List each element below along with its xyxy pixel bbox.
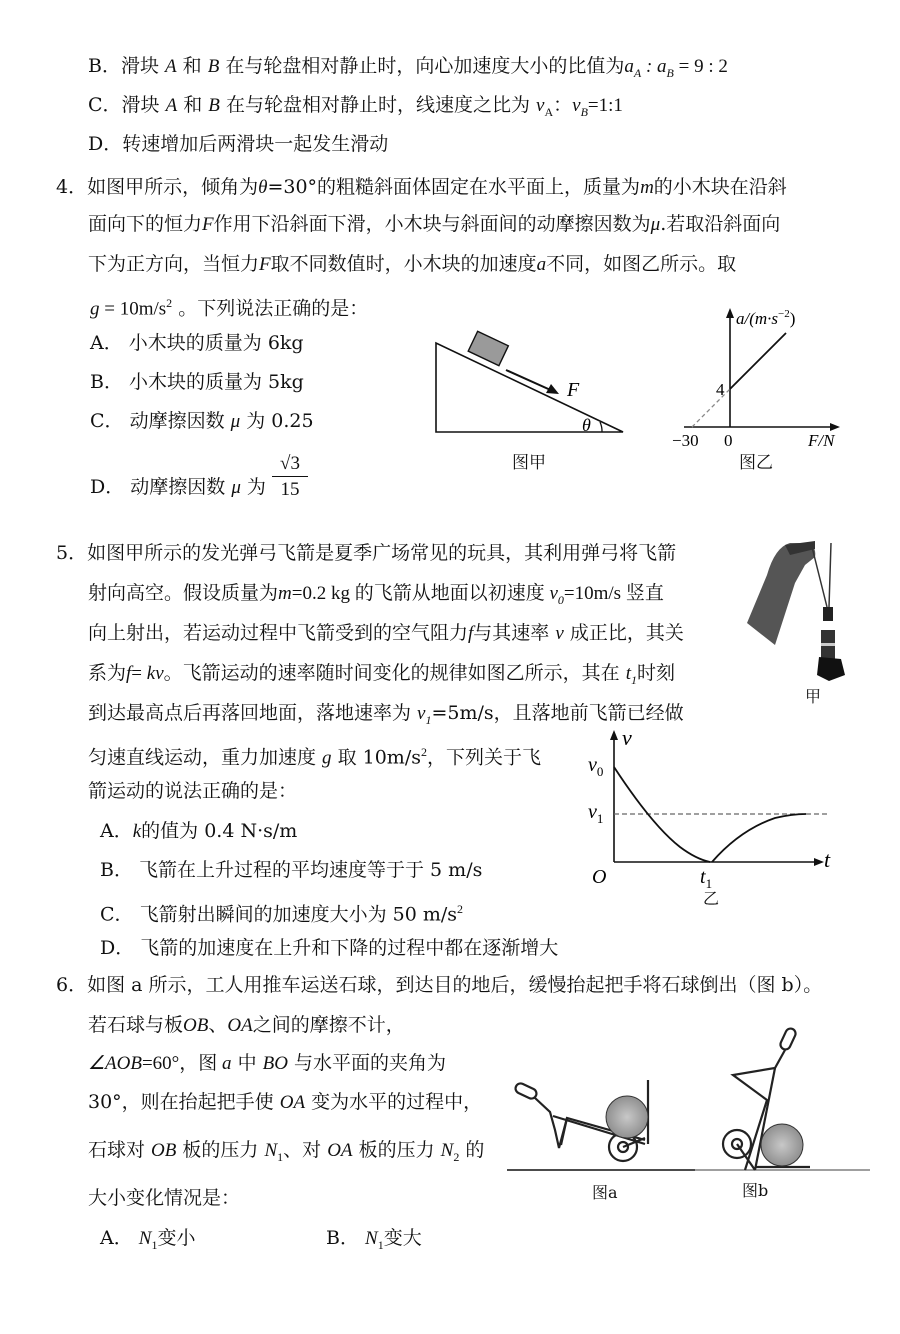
superscript: 2 [166,296,173,310]
text: .若取沿斜面向 [660,213,781,235]
var-b: B [208,95,220,116]
q5-option-b [100,857,482,883]
stone-ball-a [606,1096,648,1138]
y-axis-label [736,308,795,328]
option-label: D． [90,476,125,498]
q4-line-4 [90,290,368,322]
var-m: m [640,177,654,198]
v0-text: v [588,754,597,776]
formula: = 10m/s [99,298,167,320]
text: =0.2 kg 的飞箭从地面以初速度 [291,583,550,604]
angle-arc [600,422,602,432]
x-axis-arrow [830,423,840,431]
var-oa: OA [327,1140,353,1161]
hand-arm [747,543,815,645]
y-axis-arrow [726,308,734,318]
text: =10m/s 竖直 [563,583,664,604]
q5-option-c [100,896,463,927]
q5-figure-slingshot [745,535,855,685]
text: 的小木块在沿斜 [653,176,787,198]
option-label: D． [100,937,135,959]
q6-line-6 [88,1185,240,1211]
v1-text: v [588,801,597,823]
caption-figure-yi: 图乙 [739,453,773,473]
arrow-tail [817,657,845,681]
text: 、对 [283,1139,328,1161]
x-tick-neg30: −30 [672,431,699,446]
q4-line-3 [88,251,736,278]
v1-sub: 1 [596,811,604,826]
text: 。下列说法正确的是： [172,297,369,320]
text: 取 10m/s [331,746,421,769]
text: 中 [231,1052,263,1074]
q6-line-2 [88,1012,405,1039]
var-kv: kv [146,663,164,684]
var-g: g [322,747,332,769]
velocity-curve-fall [712,814,806,862]
text: 如图甲所示的发光弹弓飞箭是夏季广场常见的玩具，其利用弹弓将飞箭 [87,542,677,564]
q5-line-7 [88,778,297,804]
caption-q5-yi: 乙 [703,889,720,908]
text: = [131,663,147,684]
text: 到达最高点后再落回地面，落地速率为 [88,702,418,724]
var-v: v [536,95,545,116]
text: ： [553,94,573,116]
option-label: A． [100,820,133,842]
q6-line-4 [88,1089,482,1116]
var-oa: OA [279,1092,306,1113]
var-theta: θ [258,177,268,198]
text: 时刻 [636,662,675,684]
text: 大小变化情况是： [88,1187,241,1209]
force-label: F [567,379,580,401]
var-bo: BO [262,1053,288,1074]
text: 如图甲所示，倾角为 [87,176,259,198]
subscript: 1 [377,1237,384,1252]
subscript: B [666,65,674,80]
option-label: C． [88,94,122,116]
var-b: B [207,56,220,77]
var-a: a [536,254,547,275]
text: 转速增加后两滑块一起发生滑动 [122,133,389,155]
text: =60°，图 [141,1053,223,1074]
subscript: 1 [277,1149,284,1164]
fraction-sqrt3-over-15 [272,452,308,503]
var-v: v [555,623,564,644]
q5-line-1 [56,540,676,566]
subscript: 0 [557,592,564,607]
q4-option-a [90,330,304,356]
text: 向上射出，若运动过程中飞箭受到的空气阻力 [88,622,469,644]
var-a: a [624,56,634,77]
question-number: 5． [56,542,88,564]
var-a: A [165,56,177,77]
var-ob: OB [151,1140,177,1161]
q4-line-2 [88,211,780,238]
formula: =1:1 [587,95,623,116]
text: 之间的摩擦不计， [252,1014,405,1036]
question-number: 6． [56,974,88,996]
option-text: 飞箭的加速度在上升和下降的过程中都在逐渐增大 [140,937,559,959]
option-text: 变小 [157,1227,196,1249]
var-t: t [625,663,631,684]
var-f: f [126,663,132,684]
subscript: A [633,65,642,80]
q5-line-6 [88,739,541,771]
formula: = 9 : 2 [673,56,728,77]
option-label: D． [88,133,123,155]
option-text: 小木块的质量为 6kg [128,332,304,354]
text: =5m/s，且落地前飞箭已经做 [431,702,684,724]
q4-line-1 [56,174,787,201]
var-angle: ∠AOB [88,1053,142,1074]
text: 板的压力 [352,1139,441,1161]
option-label: B． [326,1227,359,1249]
text: 。飞箭运动的速率随时间变化的规律如图乙所示，其在 [163,662,626,684]
subscript: 1 [425,712,432,727]
text: 如图 a 所示，工人用推车运送石球，到达目的地后，缓慢抬起把手将石球倒出（图 b）。 [87,974,823,996]
text: 面向下的恒力 [88,213,203,235]
t1-text: t [700,866,706,888]
v1-label [588,801,603,826]
text: 匀速直线运动，重力加速度 [88,746,323,769]
text: 在与轮盘相对静止时，向心加速度大小的比值为 [219,55,625,77]
question-number: 4． [56,176,88,198]
var-n: N [138,1228,152,1249]
subscript: B [580,104,588,119]
text: 箭运动的说法正确的是： [88,780,298,802]
q6-line-3 [88,1050,446,1077]
text: 取不同数值时，小木块的加速度 [270,253,537,275]
text: 和 [177,94,209,116]
q4-option-d [90,474,266,501]
option-text: 动摩擦因数 [129,410,231,432]
caption-q5-jia: 甲 [805,687,822,706]
text: 、 [208,1014,228,1036]
text: 若石球与板 [88,1014,184,1036]
superscript: 2 [457,902,464,916]
v0-label [588,754,603,779]
q3-option-d [88,131,388,157]
var-v: v [417,703,426,724]
option-text: 飞箭在上升过程的平均速度等于于 5 m/s [139,859,483,881]
text: 射向高空。假设质量为 [88,582,279,604]
option-label: B． [90,371,123,393]
var-m: m [278,583,292,604]
v-axis-arrow [610,730,618,740]
q6-option-b [326,1225,422,1258]
text: 石球对 [88,1139,152,1161]
q4-figure-graph [660,296,860,446]
q5-line-2 [88,580,664,613]
caption-figure-a: 图a [592,1183,618,1202]
t-axis-arrow [814,858,824,866]
text: ，下列关于飞 [426,746,541,769]
subscript: A [544,104,554,119]
subscript: 2 [453,1149,460,1164]
graph-line [730,333,786,389]
var-a: A [165,95,178,116]
text: 在与轮盘相对静止时，线速度之比为 [219,94,536,116]
v0-sub: 0 [596,764,604,779]
text: 滑块 [121,94,166,116]
q5-line-4 [88,660,675,693]
var-mu: μ [231,477,241,498]
arrow-light-band [821,643,835,646]
fraction-numerator: √3 [272,452,308,477]
option-text: 小木块的质量为 5kg [129,371,304,393]
var-n: N [365,1228,378,1249]
q5-option-d [100,935,558,961]
text: 和 [176,55,208,77]
y-label-exp: −2 [778,308,790,320]
option-label: A． [100,1227,133,1249]
v-axis-label: v [622,725,632,750]
arrow-body [823,607,833,621]
x-tick-0: 0 [724,431,733,446]
q3-option-c [88,92,623,125]
y-label-close: ) [789,309,796,328]
option-text: 为 [240,476,266,498]
var-mu: μ [230,411,241,432]
var-f: f [468,623,474,644]
text: 成正比，其关 [563,622,684,644]
x-axis-label: F/N [808,431,835,446]
angle-label: θ [582,415,591,435]
fraction-denominator: 15 [280,479,300,500]
var-k: k [132,821,142,842]
option-label: B． [88,55,121,77]
var-f: F [259,254,271,275]
var-v: v [549,583,558,604]
subscript: 1 [151,1237,158,1252]
q5-option-a [100,818,297,845]
stone-ball-b [761,1124,803,1166]
option-text: 为 0.25 [240,410,314,432]
option-text: 动摩擦因数 [130,476,232,498]
y-tick-4: 4 [716,380,725,399]
q4-option-b [90,369,304,395]
var-mu: μ [650,214,661,235]
text: 与水平面的夹角为 [287,1052,447,1074]
subscript: 1 [630,672,637,687]
slingshot-band-left [811,543,827,607]
text: 滑块 [120,55,166,77]
formula: : a [641,56,667,77]
q5-line-3 [88,620,684,647]
option-text: 的值为 0.4 N·s/m [141,820,298,842]
option-label: C． [90,410,124,432]
q5-figure-vt-graph [580,725,840,900]
var-f: F [202,214,214,235]
text: 变为水平的过程中， [305,1091,483,1113]
text: 板的压力 [176,1139,265,1161]
caption-figure-jia: 图甲 [512,453,546,473]
caption-figure-b: 图b [742,1181,769,1200]
text: 与其速率 [473,622,556,644]
q4-figure-incline [430,330,630,440]
option-label: B． [100,859,133,881]
var-n: N [440,1140,454,1161]
text: 下为正方向，当恒力 [88,253,260,275]
var-ob: OB [183,1015,209,1036]
text: =30°的粗糙斜面体固定在水平面上，质量为 [267,176,641,198]
text: 的 [459,1139,485,1161]
q6-option-a [100,1225,195,1258]
var-fig: a [222,1053,232,1074]
text: 30°，则在抬起把手使 [88,1091,280,1113]
option-text: 飞箭射出瞬间的加速度大小为 50 m/s [139,903,458,926]
q4-option-c [90,408,314,435]
text: 系为 [88,662,127,684]
incline-triangle [436,343,623,432]
option-label: A． [90,332,123,354]
superscript: 2 [420,745,427,759]
q6-figure-wheelbarrow [505,1020,880,1180]
t1-sub: 1 [705,876,713,891]
origin-label: O [592,866,607,888]
var-n: N [264,1140,278,1161]
y-label-text: a/(m·s [736,309,779,328]
var-v: v [572,95,581,116]
t-axis-label: t [824,847,831,872]
option-label: C． [100,903,134,926]
text: 作用下沿斜面下滑，小木块与斜面间的动摩擦因数为 [213,213,651,235]
option-text: 变大 [383,1227,422,1249]
var-oa: OA [227,1015,253,1036]
slingshot-band-right [829,543,831,607]
var-g: g [90,298,100,320]
q6-line-1 [56,972,822,998]
q3-option-b [88,53,728,86]
q6-line-5 [88,1137,484,1170]
text: 不同，如图乙所示。取 [546,253,737,275]
